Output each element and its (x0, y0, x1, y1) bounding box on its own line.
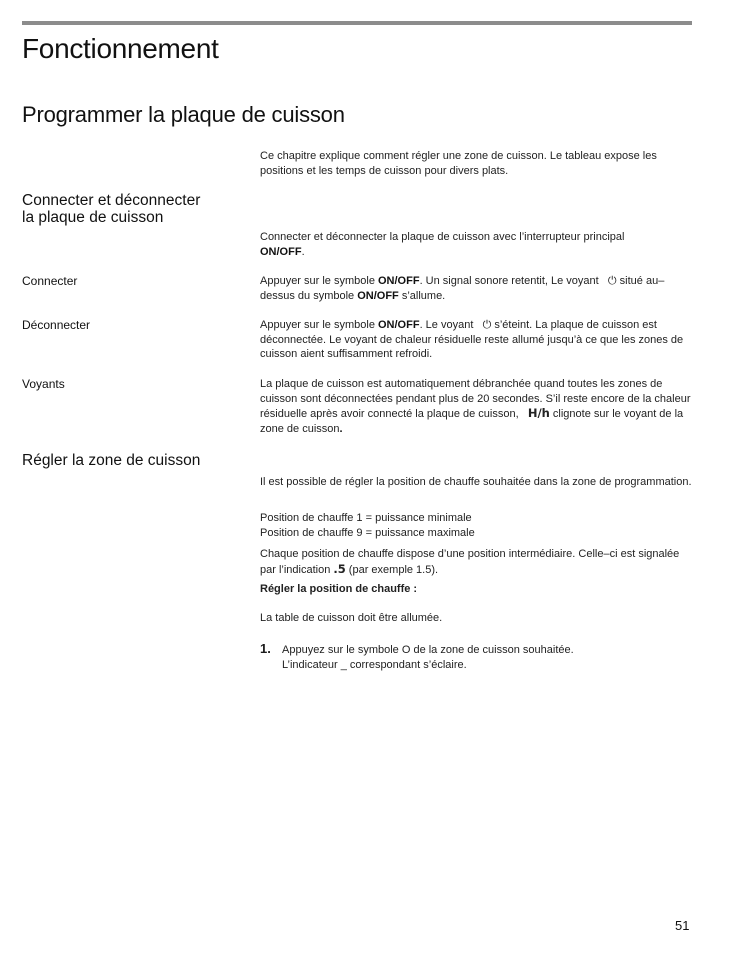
voyants-label: Voyants (22, 377, 65, 391)
section-title: Programmer la plaque de cuisson (22, 102, 345, 127)
step-line-1: Appuyez sur le symbole O de la zone de cuisson souhaitée. (282, 644, 574, 656)
connect-paragraph (260, 230, 694, 259)
onoff-label: ON/OFF (378, 275, 420, 287)
step-line-2: L’indicateur _ correspondant s’éclaire. (282, 658, 467, 671)
connecter-label: Connecter (22, 274, 78, 288)
step-number: 1. (260, 641, 271, 656)
voyants-text-1: La plaque de cuisson est automatiquement débranchée quand toutes les zones de cuisson sont déconnectées pendant plus de 20 secondes. S’il reste encore de la chaleur résiduelle après avoir connecté la plaque de cuisson, (260, 378, 691, 420)
connect-text: Connecter et déconnecter la plaque de cuisson avec l’interrupteur principal (260, 231, 625, 243)
regler-text-2: (par exemple 1.5). (345, 563, 439, 576)
heat-position-min: Position de chauffe 1 = puissance minimale (260, 512, 472, 524)
deconnecter-paragraph (260, 318, 694, 362)
regler-paragraph-1: Il est possible de régler la position de chauffe souhaitée dans la zone de programmation. (260, 476, 692, 488)
onoff-label: ON/OFF (260, 245, 302, 258)
page-title: Fonctionnement (22, 33, 219, 64)
voyants-paragraph (260, 377, 694, 436)
onoff-label: ON/OFF (357, 289, 399, 302)
connect-period: . (301, 245, 305, 258)
connecter-paragraph (260, 274, 694, 303)
connect-heading-line1: Connecter et déconnecter (22, 192, 201, 209)
intermediate-symbol: .5 (333, 561, 346, 576)
residual-heat-symbol: H/h (527, 406, 550, 420)
heat-position-max: Position de chauffe 9 = puissance maximale (260, 526, 475, 539)
deconnecter-text-3: s’éteint. La plaque de cuisson est déconnectée. Le voyant de chaleur résiduelle reste allumé jusqu’à ce que les zones de cuisson aient suffisamment refroidi. (260, 319, 684, 360)
regler-text-1: Chaque position de chauffe dispose d’une position intermédiaire. Celle–ci est signalée par l’indication (260, 548, 680, 576)
deconnecter-label: Déconnecter (22, 318, 91, 332)
regler-paragraph-2 (260, 511, 694, 540)
intro-paragraph: Ce chapitre explique comment régler une zone de cuisson. Le tableau expose les positions et les temps de cuisson pour divers plats. (260, 150, 657, 177)
connect-section-heading (22, 192, 200, 226)
power-icon: ⏻ (482, 318, 492, 331)
step-text (282, 643, 692, 672)
connecter-text-4: s’allume. (398, 289, 446, 302)
power-icon: ⏻ (607, 274, 617, 287)
voyants-period: . (339, 422, 343, 435)
voyants-text-2: clignote sur le voyant de la zone de cuisson (260, 408, 684, 435)
deconnecter-text-1: Appuyer sur le symbole (260, 319, 378, 331)
regler-paragraph-4: La table de cuisson doit être allumée. (260, 612, 443, 624)
regler-paragraph-3 (260, 547, 694, 577)
page-number: 51 (675, 918, 690, 933)
connecter-text-1: Appuyer sur le symbole (260, 275, 378, 287)
connect-heading-line2: la plaque de cuisson (22, 209, 164, 226)
regler-heading: Régler la zone de cuisson (22, 452, 201, 469)
top-rule (22, 21, 692, 25)
regler-sub-heading: Régler la position de chauffe : (260, 583, 418, 595)
onoff-label: ON/OFF (378, 319, 420, 331)
deconnecter-text-2: . Le voyant (419, 319, 477, 331)
connecter-text-2: . Un signal sonore retentit, Le voyant (419, 275, 602, 287)
connecter-text-3: situé au–dessus du symbole (260, 275, 665, 302)
